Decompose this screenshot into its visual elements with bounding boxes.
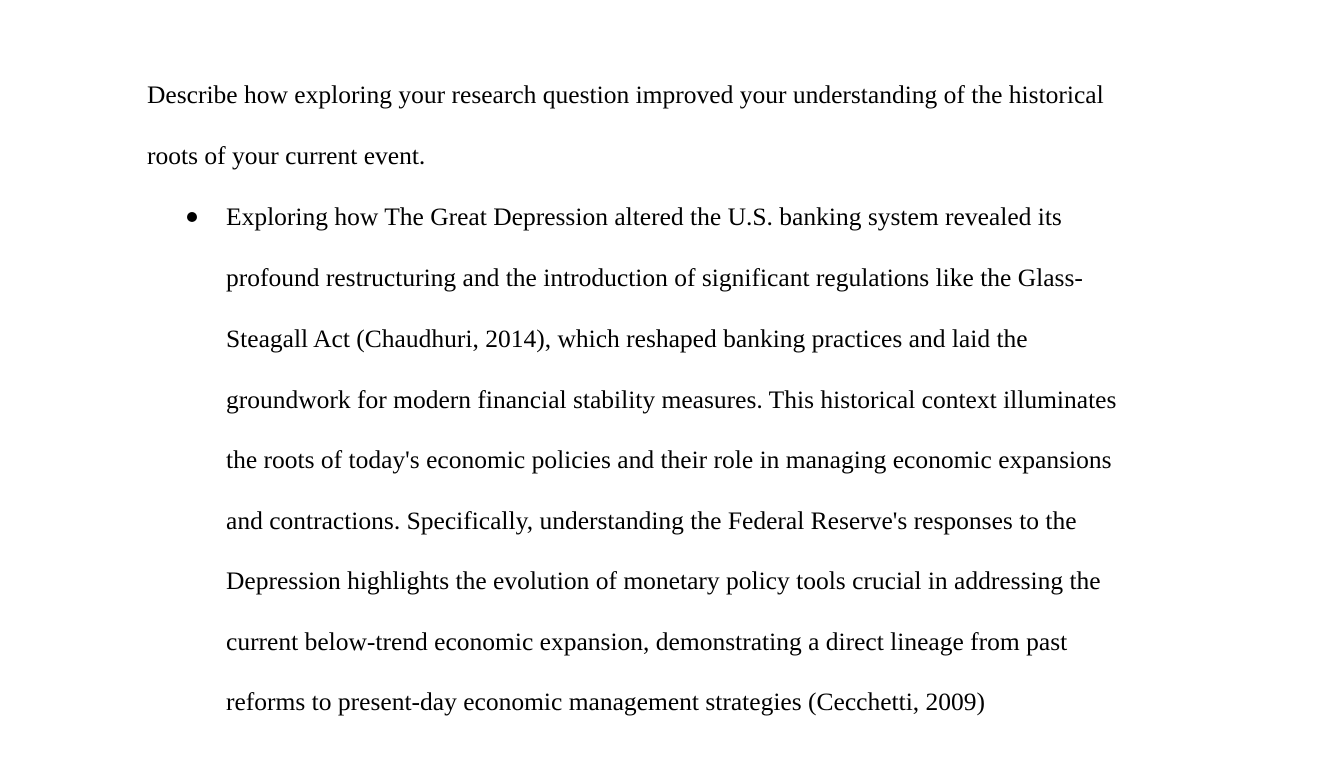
- bullet-text-line: profound restructuring and the introduction of significant regulations like the Glass-: [226, 263, 1083, 292]
- bullet-text-line: Steagall Act (Chaudhuri, 2014), which reshaped banking practices and laid the: [226, 324, 1028, 353]
- bullet-text-line: Depression highlights the evolution of monetary policy tools crucial in addressing the: [226, 566, 1101, 595]
- bullet-text-line: reforms to present-day economic management strategies (Cecchetti, 2009): [226, 687, 986, 716]
- bullet-disc-icon: [187, 212, 197, 222]
- bullet-text-line: and contractions. Specifically, understanding the Federal Reserve's responses to the: [226, 506, 1077, 535]
- prompt-line: Describe how exploring your research question improved your understanding of the historical: [147, 80, 1104, 109]
- bullet-text-line: groundwork for modern financial stability measures. This historical context illuminates: [226, 385, 1117, 414]
- bullet-text-line: current below-trend economic expansion, demonstrating a direct lineage from past: [226, 627, 1068, 656]
- prompt-line: roots of your current event.: [147, 141, 426, 170]
- bullet-text-line: the roots of today's economic policies and their role in managing economic expansions: [226, 445, 1112, 474]
- bullet-text-line: Exploring how The Great Depression altered the U.S. banking system revealed its: [226, 202, 1062, 231]
